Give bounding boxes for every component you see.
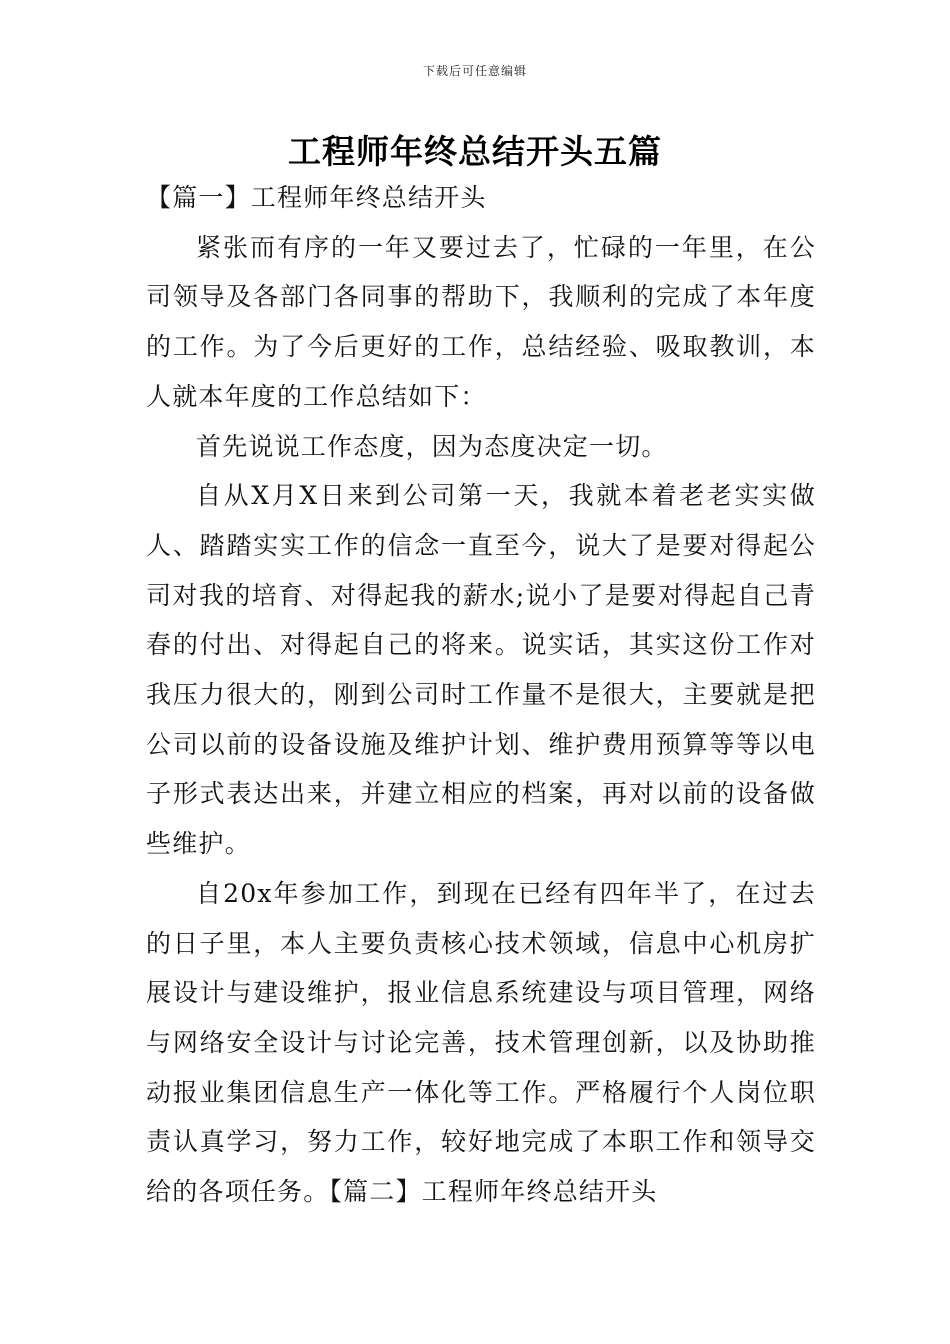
header-note: 下载后可任意编辑: [422, 64, 527, 78]
paragraph: 首先说说工作态度，因为态度决定一切。: [196, 431, 668, 461]
document-body: [146, 173, 816, 1217]
section-heading: 【篇一】工程师年终总结开头: [146, 183, 487, 212]
document-title: 工程师年终总结开头五篇: [288, 132, 662, 171]
paragraph: 自从X月X日来到公司第一天，我就本着老老实实做人、踏踏实实工作的信念一直至今，说大了是要对得起公司对我的培育、对得起我的薪水;说小了是要对得起自己青春的付出、对得起自己的将来。说实话，其实这份工作对我压力很大的，刚到公司时工作量不是很大，主要就是把公司以前的设备设施及维护计划、维护费用预算等等以电子形式表达出来，并建立相应的档案，再对以前的设备做些维护。: [146, 481, 816, 859]
paragraph: 紧张而有序的一年又要过去了，忙碌的一年里，在公司领导及各部门各同事的帮助下，我顺利的完成了本年度的工作。为了今后更好的工作，总结经验、吸取教训，本人就本年度的工作总结如下：: [146, 232, 816, 411]
paragraph: 自20x年参加工作，到现在已经有四年半了，在过去的日子里，本人主要负责核心技术领域，信息中心机房扩展设计与建设维护，报业信息系统建设与项目管理，网络与网络安全设计与讨论完善，技术管理创新，以及协助推动报业集团信息生产一体化等工作。严格履行个人岗位职责认真学习，努力工作，较好地完成了本职工作和领导交给的各项任务。【篇二】工程师年终总结开头: [146, 878, 816, 1207]
